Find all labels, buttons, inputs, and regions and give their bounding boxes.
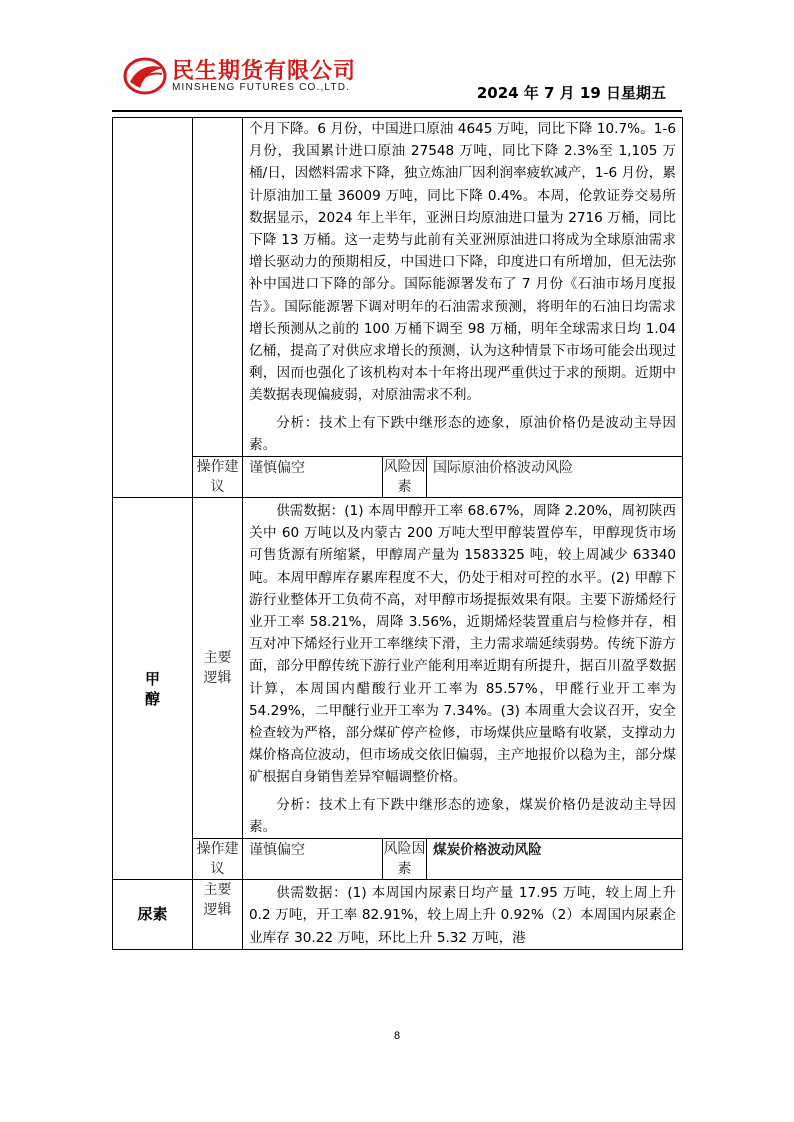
company-logo bbox=[122, 52, 362, 102]
urea-logic-content bbox=[243, 880, 683, 950]
urea-logic-label-cell bbox=[193, 880, 243, 950]
methanol-risk-value: 煤炭价格波动风险 bbox=[427, 839, 683, 880]
header-divider bbox=[112, 110, 682, 112]
urea-logic-row bbox=[113, 880, 683, 950]
crude-logic-row bbox=[113, 118, 683, 457]
crude-risk-label: 风险因素 bbox=[383, 457, 427, 498]
methanol-op-label: 操作建议 bbox=[193, 839, 243, 880]
methanol-main-paragraph: 供需数据：(1) 本周甲醇开工率 68.67%，周降 2.20%，周初陕西关中 60 万吨以及内蒙古 200 万吨大型甲醇装置停车，甲醇现货市场可售货源有所缩紧，甲醇周产量为 1583325 吨，较上周减少 63340 吨。本周甲醇库存累库程度不大，仍处于相对可控的水平。(2) 甲醇下游行业整体开工负荷不高，对甲醇市场提振效果有限。主要下游烯烃行业开工率 58.21%，周降 3.56%，近期烯烃装置重启与检修并存，相互对冲下烯烃行业开工率继续下滑，主力需求端延续弱势。传统下游方面，部分甲醇传统下游行业产能利用率近期有所提升，据百川盈孚数据计算，本周国内醋酸行业开工率为 85.57%，甲醛行业开工率为 54.29%，二甲醚行业开工率为 7.34%。(3) 本周重大会议召开，安全检查较为严格，部分煤矿停产检修，市场煤供应量略有收紧，支撑动力煤价格高位波动，但市场成交依旧偏弱，主产地报价以稳为主，部分煤矿根据自身销售差异窄幅调整价格。 bbox=[249, 503, 677, 786]
methanol-analysis: 分析：技术上有下跌中继形态的迹象，煤炭价格仍是波动主导因素。 bbox=[249, 796, 677, 835]
crude-op-value: 谨慎偏空 bbox=[243, 457, 383, 498]
methanol-category-cell bbox=[113, 498, 193, 880]
crude-risk-value: 国际原油价格波动风险 bbox=[427, 457, 683, 498]
urea-category: 尿素 bbox=[137, 905, 168, 924]
methanol-logic-label-cell bbox=[193, 498, 243, 839]
methanol-risk-label: 风险因素 bbox=[383, 839, 427, 880]
crude-category-cell bbox=[113, 118, 193, 498]
urea-main-paragraph: 供需数据：(1) 本周国内尿素日均产量 17.95 万吨，较上周上升 0.2 万吨，开工率 82.91%，较上周上升 0.92%（2）本周国内尿素企业库存 30.22 万吨，环比上升 5.32 万吨，港 bbox=[249, 885, 677, 946]
urea-category-cell bbox=[113, 880, 193, 950]
company-name-en: MINSHENG FUTURES CO.,LTD. bbox=[172, 82, 351, 93]
methanol-logic-row bbox=[113, 498, 683, 839]
crude-op-row bbox=[113, 457, 683, 498]
strategy-table bbox=[112, 117, 683, 950]
methanol-logic-content bbox=[243, 498, 683, 839]
crude-analysis: 分析：技术上有下跌中继形态的迹象，原油价格仍是波动主导因素。 bbox=[249, 414, 677, 453]
methanol-category: 甲醇 bbox=[144, 669, 160, 708]
urea-logic-label: 主要逻辑 bbox=[203, 882, 232, 919]
report-date: 2024 年 7 月 19 日星期五 bbox=[476, 84, 666, 102]
crude-main-paragraph: 个月下降。6 月份，中国进口原油 4645 万吨，同比下降 10.7%。1-6 月份，我国累计进口原油 27548 万吨，同比下降 2.3%至 1,105 万桶/日，因燃料需求下降，独立炼油厂因利润率疲软减产，1-6 月份，累计原油加工量 36009 万吨，同比下降 0.4%。本周，伦敦证券交易所数据显示，2024 年上半年，亚洲日均原油进口量为 2716 万桶，同比下降 13 万桶。这一走势与此前有关亚洲原油进口将成为全球原油需求增长驱动力的预期相反，中国进口下降，印度进口有所增加，但无法弥补中国进口下降的部分。国际能源署发布了 7 月份《石油市场月度报告》。国际能源署下调对明年的石油需求预测，将明年的石油日均需求增长预测从之前的 100 万桶下调至 98 万桶，明年全球需求日均 1.04 亿桶，提高了对供应求增长的预测，认为这种情景下市场可能会出现过剩，因而也强化了该机构对本十年将出现严重供过于求的预期。近期中美数据表现偏疲弱，对原油需求不利。 bbox=[249, 121, 677, 404]
methanol-logic-label: 主要逻辑 bbox=[203, 650, 232, 687]
methanol-op-row bbox=[113, 839, 683, 880]
page-number: 8 bbox=[393, 1030, 401, 1042]
company-name-cn: 民生期货有限公司 bbox=[172, 59, 357, 84]
methanol-op-value: 谨慎偏空 bbox=[243, 839, 383, 880]
company-logo-mark bbox=[122, 56, 168, 96]
crude-logic-label-cell bbox=[193, 118, 243, 457]
crude-op-label: 操作建议 bbox=[193, 457, 243, 498]
crude-logic-content bbox=[243, 118, 683, 457]
